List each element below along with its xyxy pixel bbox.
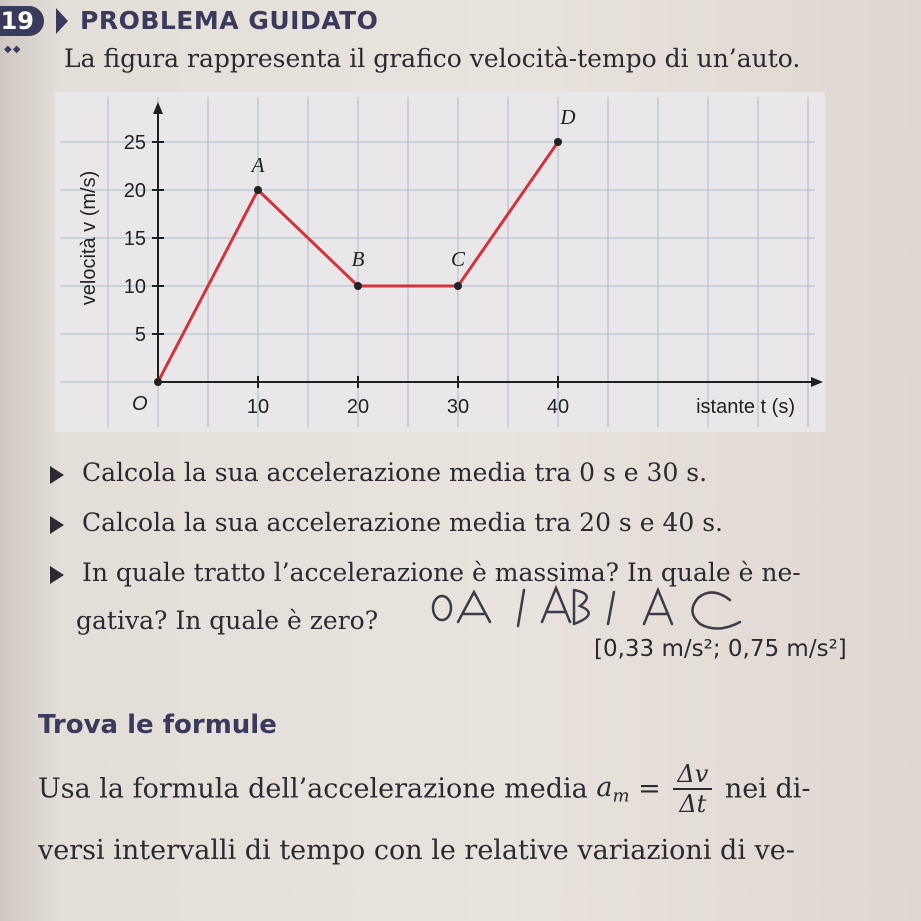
exercise-intro: La figura rappresenta il grafico velocità-tempo di un’auto.: [64, 44, 801, 73]
fraction-numerator: Δv: [673, 760, 712, 790]
handwritten-note: [430, 578, 760, 638]
data-point: [354, 282, 362, 290]
formula-text-line2: versi intervalli di tempo con le relative variazioni di ve-: [38, 835, 795, 866]
a-subscript: m: [612, 785, 630, 807]
a-symbol: a: [596, 772, 613, 804]
data-point: [254, 186, 262, 194]
answers-text: [0,33 m/s²; 0,75 m/s²]: [594, 636, 847, 662]
equals-sign: =: [638, 773, 661, 805]
point-label: A: [251, 153, 265, 177]
section-title: Trova le formule: [38, 710, 277, 740]
bullet-icon: [50, 466, 64, 484]
question-1: Calcola la sua accelerazione media tra 0 s e 30 s.: [82, 458, 708, 487]
velocity-time-graph: [55, 92, 825, 432]
y-tick-label: 15: [123, 228, 146, 250]
data-point: [154, 378, 162, 386]
y-tick-label: 25: [123, 132, 146, 154]
y-axis-label: velocità v (m/s): [78, 170, 100, 306]
x-tick-label: 40: [546, 396, 570, 418]
y-tick-label: 20: [123, 180, 146, 202]
formula-line: [38, 760, 811, 820]
x-tick-label: 10: [246, 396, 270, 418]
bullet-icon: [50, 566, 64, 584]
question-2: Calcola la sua accelerazione media tra 20 s e 40 s.: [82, 508, 723, 537]
question-3b: gativa? In quale è zero?: [76, 606, 379, 635]
x-tick-label: 20: [346, 396, 370, 418]
data-point: [454, 282, 462, 290]
fraction-denominator: Δt: [679, 790, 707, 818]
x-axis-label: istante t (s): [696, 396, 795, 418]
chevron-icon: [56, 8, 68, 34]
point-label: D: [560, 105, 576, 129]
diamond-icon: ◆◆: [4, 44, 22, 55]
average-acceleration-symbol: [596, 771, 630, 807]
y-tick-label: 5: [134, 324, 146, 346]
chart-svg: [55, 92, 825, 432]
y-tick-label: 10: [123, 276, 146, 298]
formula-text-before: Usa la formula dell’accelerazione media: [38, 773, 588, 805]
bullet-icon: [50, 516, 64, 534]
x-tick-label: 30: [446, 396, 470, 418]
exercise-number: 19: [0, 6, 44, 36]
data-point: [554, 138, 562, 146]
point-label: C: [450, 247, 466, 271]
origin-label: O: [132, 393, 148, 415]
point-label: B: [351, 247, 365, 271]
formula-text-after: nei di-: [724, 773, 811, 805]
formula-fraction: [673, 760, 712, 818]
exercise-header: [0, 2, 921, 42]
question-3a: In quale tratto l’accelerazione è massima? In quale è ne-: [82, 558, 801, 587]
exercise-title: PROBLEMA GUIDATO: [80, 6, 379, 35]
